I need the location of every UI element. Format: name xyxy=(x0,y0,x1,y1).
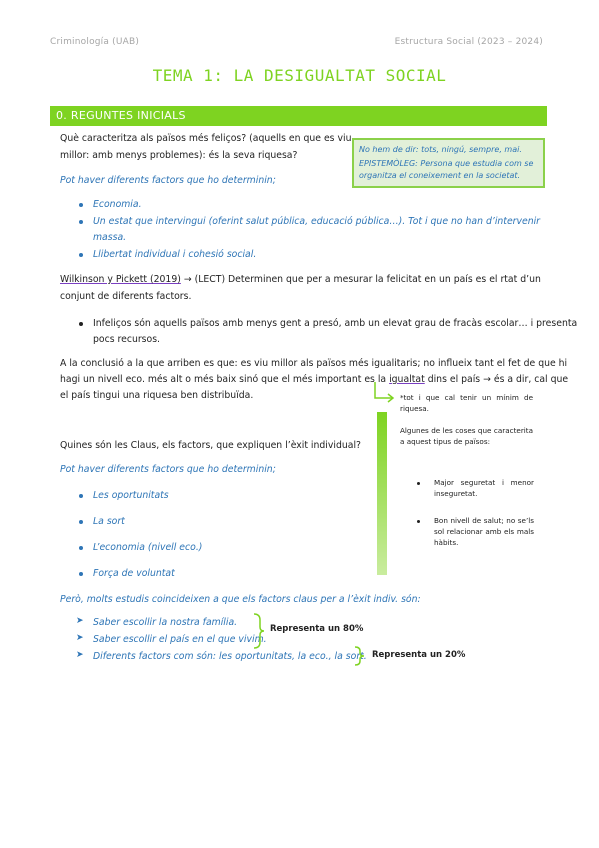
bullet-icon xyxy=(79,220,83,224)
conclusio-igualtat: igualtat xyxy=(389,374,425,385)
factor-1-item-3: Llibertat individual i cohesió social. xyxy=(93,249,257,260)
pero-text: Però, molts estudis coincideixen a que els factors claus per a l’èxit indiv. són: xyxy=(60,594,421,605)
bullet-icon xyxy=(79,322,83,326)
conclusio-line-3: el país tingui una riquesa ben distribuïda. xyxy=(60,390,254,401)
conclusio-line-1: A la conclusió a la que arriben es que: es viu millor als països més igualitaris; no influeix tant el fet de que hi xyxy=(60,358,568,369)
wilkinson-reference: Wilkinson y Pickett (2019) xyxy=(60,274,181,285)
wilkinson-text: → (LECT) Determinen que per a mesurar la felicitat en un país es el rtat d’un xyxy=(180,274,541,285)
header-subject: Estructura Social (2023 – 2024) xyxy=(394,37,543,47)
section-heading: 0. REGUNTES INICIALS xyxy=(50,106,547,126)
conclusio-line-2-a: hagi un nivell eco. més alt o més baix sinó que el més important es la xyxy=(60,374,390,385)
arrow-bullet-icon: ➤ xyxy=(76,633,84,643)
note-line-2: EPISTEMÒLEG: Persona que estudia com se organitza el coneixement en la societat. xyxy=(359,159,534,180)
connector-arrow-icon xyxy=(370,382,400,404)
conclusio-line-2-b: dins el país → és a dir, cal que xyxy=(424,374,569,385)
bullet-icon xyxy=(417,482,420,485)
factor-1-item-2-cont: massa. xyxy=(93,232,127,243)
question-1-line-2: millor: amb menys problemes): és la seva riquesa? xyxy=(60,150,298,161)
header-course: Criminología (UAB) xyxy=(50,37,140,47)
side-note-top: *tot i que cal tenir un mínim de riquesa. xyxy=(400,393,533,413)
page-title: TEMA 1: LA DESIGUALTAT SOCIAL xyxy=(152,66,447,85)
claus-item-2: Saber escollir el país en el que vivim. xyxy=(93,634,267,645)
infelicos-line-2: pocs recursos. xyxy=(93,334,160,345)
wilkinson-line-2: conjunt de diferents factors. xyxy=(60,291,192,302)
question-2: Quines són les Claus, els factors, que expliquen l’èxit individual? xyxy=(60,440,361,451)
bullet-icon xyxy=(79,203,83,207)
factor-2-item-3: L’economia (nivell eco.) xyxy=(93,542,203,553)
bullet-icon xyxy=(79,520,83,524)
factor-2-item-2: La sort xyxy=(93,516,125,527)
side-note-item-1: Major seguretat i menor inseguretat. xyxy=(434,478,534,498)
factors-intro-1: Pot haver diferents factors que ho determinin; xyxy=(60,175,276,186)
brace-20-icon xyxy=(353,645,367,667)
note-box xyxy=(352,138,545,188)
side-note-item-2: Bon nivell de salut; no se’ls sol relacionar amb els mals hàbits. xyxy=(434,516,534,547)
factor-1-item-1: Economia. xyxy=(93,199,142,210)
note-line-1: No hem de dir: tots, ningú, sempre, mai. xyxy=(359,145,522,154)
bullet-icon xyxy=(79,546,83,550)
claus-item-1: Saber escollir la nostra família. xyxy=(93,617,238,628)
factor-2-item-4: Força de voluntat xyxy=(93,568,175,579)
infelicos-line-1: Infeliços són aquells països amb menys gent a presó, amb un elevat grau de fracàs escolar… i presenta xyxy=(93,318,578,329)
arrow-bullet-icon: ➤ xyxy=(76,616,84,626)
factor-2-item-1: Les oportunitats xyxy=(93,490,169,501)
represent-80-label: Representa un 80% xyxy=(270,624,364,634)
bullet-icon xyxy=(79,494,83,498)
question-1-line-1: Què caracteritza als països més feliços? (aquells en que es viu xyxy=(60,133,352,144)
factors-intro-2: Pot haver diferents factors que ho determinin; xyxy=(60,464,276,475)
brace-80-icon xyxy=(252,612,266,650)
bullet-icon xyxy=(417,520,420,523)
side-note-intro: Algunes de les coses que caracterita a aquest tipus de països: xyxy=(400,426,533,446)
bullet-icon xyxy=(79,572,83,576)
wilkinson-line-1 xyxy=(60,272,541,288)
factor-1-item-2: Un estat que intervingui (oferint salut pública, educació pública…). Tot i que no han d’intervenir xyxy=(93,216,540,227)
represent-20-label: Representa un 20% xyxy=(372,650,466,660)
claus-item-3: Diferents factors com són: les oportunitats, la eco., la sort. xyxy=(93,651,367,662)
bullet-icon xyxy=(79,253,83,257)
conclusio-line-2 xyxy=(60,372,568,388)
arrow-bullet-icon: ➤ xyxy=(76,650,84,660)
side-accent-bar xyxy=(377,412,387,575)
